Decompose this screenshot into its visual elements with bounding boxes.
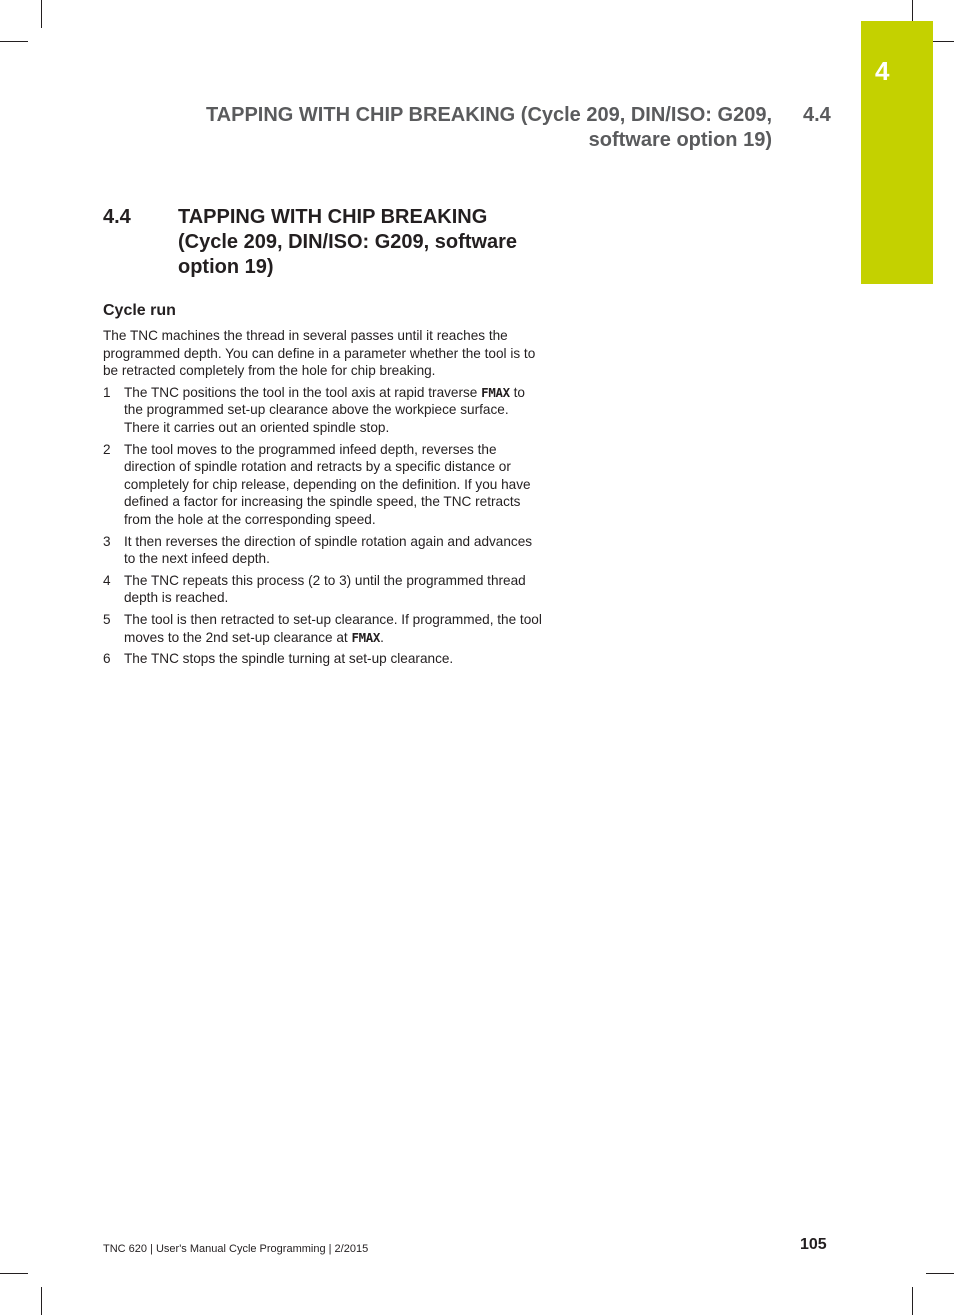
step-item [103, 572, 545, 607]
fmax-keyword: FMAX [481, 384, 510, 400]
step-item [103, 611, 545, 646]
crop-mark-top-left-horizontal [0, 41, 28, 42]
step-text-continued: to the programmed set-up clearance above the workpiece surface. There it carries out an oriented spindle stop. [124, 384, 525, 435]
step-text: The TNC repeats this process (2 to 3) until the programmed thread depth is reached. [124, 572, 526, 606]
step-number: 6 [103, 651, 111, 667]
chapter-tab [861, 21, 933, 284]
step-item [103, 384, 545, 437]
crop-mark-bottom-left-horizontal [0, 1273, 28, 1274]
step-number: 5 [103, 611, 111, 627]
chapter-tab-number: 4 [875, 56, 890, 86]
step-item [103, 533, 545, 568]
crop-mark-bottom-right-vertical [912, 1287, 913, 1315]
section-number: 4.4 [103, 206, 131, 228]
step-text: It then reverses the direction of spindle rotation again and advances to the next infeed depth. [124, 533, 533, 567]
page-number: 105 [800, 1236, 827, 1253]
cycle-run-steps [103, 384, 545, 668]
step-text-continued: . [380, 629, 384, 645]
step-item [103, 650, 545, 668]
cycle-run-intro: The TNC machines the thread in several passes until it reaches the programmed depth. You can define in a parameter whether the tool is to be retracted completely from the hole for chip breaking. [103, 328, 536, 379]
section-title-line-1: TAPPING WITH CHIP BREAKING [178, 206, 488, 228]
section-title [178, 205, 558, 280]
step-text: The tool moves to the programmed infeed depth, reverses the direction of spindle rotation and retracts by a specific distance or completely for chip release, depending on the definition. If you have defined a factor for increasing the spindle speed, the TNC retracts from the hole at the corresponding speed. [124, 441, 531, 527]
step-number: 4 [103, 572, 111, 588]
section-title-line-3: option 19) [178, 256, 274, 278]
section-title-line-2: (Cycle 209, DIN/ISO: G209, software [178, 231, 518, 253]
cycle-run-heading: Cycle run [103, 302, 176, 319]
fmax-keyword: FMAX [351, 629, 381, 645]
running-header-line-2: software option 19) [588, 129, 772, 151]
step-number: 2 [103, 441, 111, 457]
step-item [103, 441, 545, 529]
footer-text: TNC 620 | User's Manual Cycle Programming | 2/2015 [103, 1243, 369, 1255]
crop-mark-top-left-vertical [41, 0, 42, 28]
running-header-section-number: 4.4 [803, 104, 831, 126]
crop-mark-bottom-right-horizontal [926, 1273, 954, 1274]
step-number: 3 [103, 533, 111, 549]
step-text: The TNC stops the spindle turning at set-up clearance. [124, 651, 454, 667]
cycle-run-body [103, 327, 545, 672]
step-text: The TNC positions the tool in the tool axis at rapid traverse [124, 384, 482, 400]
step-number: 1 [103, 384, 111, 400]
crop-mark-bottom-left-vertical [41, 1287, 42, 1315]
running-header-title [152, 103, 772, 153]
step-text: The tool is then retracted to set-up clearance. If programmed, the tool moves to the 2nd set-up clearance at [124, 611, 542, 645]
running-header-line-1: TAPPING WITH CHIP BREAKING (Cycle 209, DIN/ISO: G209, [205, 104, 772, 126]
